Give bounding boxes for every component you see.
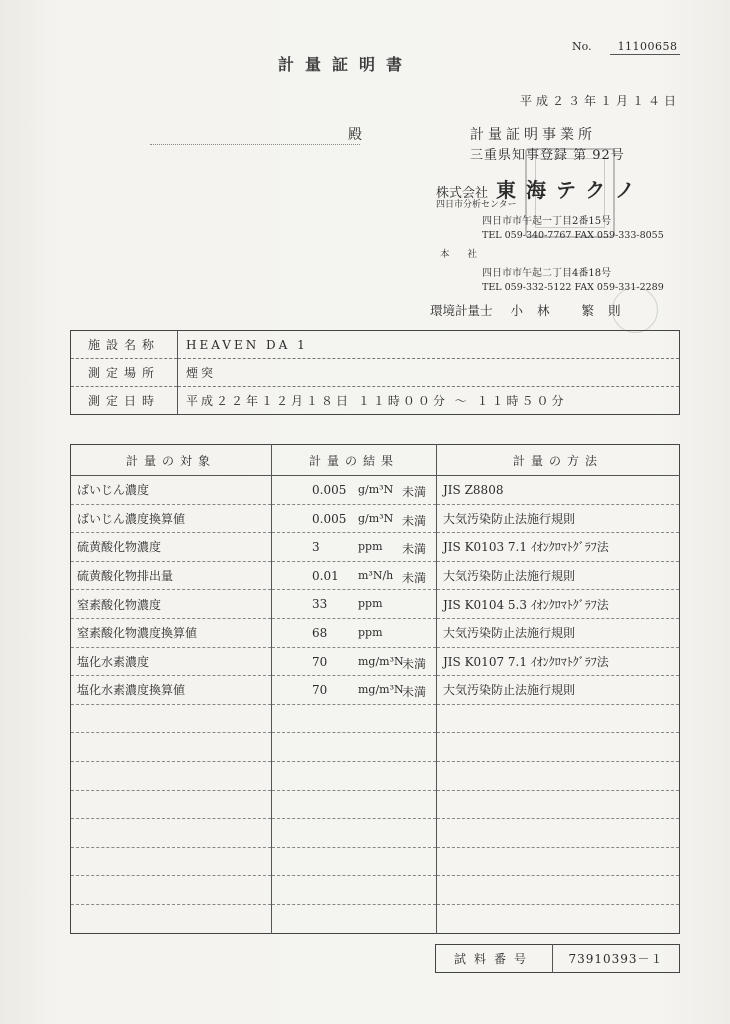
personal-seal-stamp [612, 287, 658, 333]
table-row [71, 790, 680, 819]
result-value: 70 [312, 683, 328, 698]
measurement-result [272, 618, 437, 647]
measurement-target [71, 733, 272, 762]
table-row [71, 618, 680, 647]
hq-tel: TEL 059-332-5122 FAX 059-331-2289 [482, 282, 664, 293]
table-header-row [71, 445, 680, 476]
measurement-result [272, 476, 437, 505]
branch-tel: TEL 059-340-7767 FAX 059-333-8055 [482, 230, 664, 241]
measurement-result [272, 819, 437, 848]
company-prefix: 株式会社 [436, 186, 489, 201]
document-number-value: 11100658 [610, 40, 680, 55]
result-value: 0.01 [312, 568, 339, 583]
facility-info-table [70, 330, 680, 415]
document-number [572, 40, 680, 53]
table-row [71, 476, 680, 505]
info-label: 測定場所 [71, 359, 178, 387]
table-row [71, 590, 680, 619]
certifier [430, 301, 635, 319]
hq-address: 四日市市午起二丁目4番18号 [482, 268, 612, 279]
page-title: 計量証明書 [278, 55, 414, 74]
measurement-target: ばいじん濃度 [71, 476, 272, 505]
measurement-target [71, 847, 272, 876]
measurement-result [272, 733, 437, 762]
measurement-target [71, 819, 272, 848]
certifier-name: 小林 繁則 [510, 303, 635, 318]
measurement-result [272, 761, 437, 790]
result-unit: mg/m³N [358, 683, 404, 697]
table-row [71, 733, 680, 762]
result-value: 70 [312, 654, 328, 669]
table-row [71, 876, 680, 905]
measurement-method [437, 847, 680, 876]
measurement-target: ばいじん濃度換算値 [71, 504, 272, 533]
result-limit: 未満 [402, 570, 427, 585]
measurement-method [437, 733, 680, 762]
result-unit: g/m³N [358, 511, 394, 525]
result-unit: ppm [358, 597, 383, 611]
measurement-result [272, 847, 437, 876]
branch-address: 四日市市午起一丁目2番15号 [482, 216, 612, 227]
measurement-method: 大気汚染防止法施行規則 [437, 618, 680, 647]
info-value: 煙突 [178, 359, 680, 387]
measurement-result [272, 504, 437, 533]
table-row [71, 359, 680, 387]
measurement-result [272, 561, 437, 590]
addressee-suffix: 殿 [348, 127, 362, 143]
sample-number-table [435, 944, 680, 973]
result-value: 33 [312, 597, 328, 612]
measurement-method: 大気汚染防止法施行規則 [437, 676, 680, 705]
measurement-method: JIS K0107 7.1 ｲｵﾝｸﾛﾏﾄｸﾞﾗﾌ法 [437, 647, 680, 676]
table-row [71, 561, 680, 590]
measurement-result [272, 590, 437, 619]
measurement-method: JIS Z8808 [437, 476, 680, 505]
measurement-result [272, 647, 437, 676]
measurement-target [71, 761, 272, 790]
info-label: 施設名称 [71, 331, 178, 359]
measurement-target [71, 704, 272, 733]
measurement-target: 窒素酸化物濃度換算値 [71, 618, 272, 647]
measurement-result [272, 790, 437, 819]
measurement-result [272, 533, 437, 562]
result-value: 0.005 [312, 511, 347, 526]
info-label: 測定日時 [71, 387, 178, 415]
result-value: 0.005 [312, 483, 347, 497]
result-value: 68 [312, 625, 328, 640]
result-value: 3 [312, 540, 320, 555]
table-row [71, 387, 680, 415]
measurement-target [71, 876, 272, 905]
result-limit: 未満 [402, 685, 427, 700]
certifier-label: 環境計量士 [430, 303, 493, 318]
result-unit: g/m³N [358, 483, 394, 496]
measurement-result [272, 704, 437, 733]
measurement-table [70, 444, 680, 934]
measurement-method: 大気汚染防止法施行規則 [437, 504, 680, 533]
sample-number-value: 73910393－１ [568, 952, 664, 966]
measurement-target: 窒素酸化物濃度 [71, 590, 272, 619]
measurement-target: 塩化水素濃度換算値 [71, 676, 272, 705]
measurement-target: 硫黄酸化物濃度 [71, 533, 272, 562]
measurement-result [272, 876, 437, 905]
table-row [71, 904, 680, 933]
result-unit: ppm [358, 625, 383, 639]
sample-number-label: 試料番号 [436, 945, 553, 973]
column-header-target: 計量の対象 [71, 445, 272, 476]
result-unit: mg/m³N [358, 654, 404, 668]
column-header-result: 計量の結果 [272, 445, 437, 476]
result-unit: m³N/h [358, 568, 394, 582]
measurement-method [437, 904, 680, 933]
measurement-target [71, 904, 272, 933]
measurement-result [272, 676, 437, 705]
table-row [71, 847, 680, 876]
table-row [71, 504, 680, 533]
hq-label: 本社 [440, 249, 496, 260]
measurement-target: 硫黄酸化物排出量 [71, 561, 272, 590]
result-limit: 未満 [402, 513, 427, 528]
measurement-method [437, 819, 680, 848]
measurement-method [437, 876, 680, 905]
measurement-method [437, 790, 680, 819]
result-limit: 未満 [402, 542, 427, 557]
result-limit: 未満 [402, 485, 427, 499]
document-number-label: No. [572, 40, 592, 53]
measurement-method [437, 761, 680, 790]
branch-name: 四日市分析センター [436, 200, 517, 210]
info-value: 平成２２年１２月１８日 １１時００分 ～ １１時５０分 [186, 394, 567, 408]
table-row [71, 647, 680, 676]
result-limit: 未満 [402, 656, 427, 671]
table-row [71, 819, 680, 848]
measurement-method: 大気汚染防止法施行規則 [437, 561, 680, 590]
measurement-method [437, 704, 680, 733]
measurement-method: JIS K0103 7.1 ｲｵﾝｸﾛﾏﾄｸﾞﾗﾌ法 [437, 533, 680, 562]
office-title: 計量証明事業所 [470, 127, 596, 143]
column-header-method: 計量の方法 [437, 445, 680, 476]
table-row [71, 676, 680, 705]
company-name-text: 東海テクノ [496, 178, 645, 202]
issue-date: 平成２３年１月１４日 [520, 94, 681, 108]
result-unit: ppm [358, 540, 383, 554]
info-value: HEAVEN DA 1 [178, 331, 680, 359]
table-row [436, 945, 680, 973]
table-row [71, 704, 680, 733]
measurement-result [272, 904, 437, 933]
measurement-target [71, 790, 272, 819]
table-row [71, 761, 680, 790]
measurement-target: 塩化水素濃度 [71, 647, 272, 676]
addressee-line [150, 124, 360, 145]
table-row [71, 331, 680, 359]
measurement-method: JIS K0104 5.3 ｲｵﾝｸﾛﾏﾄｸﾞﾗﾌ法 [437, 590, 680, 619]
table-row [71, 533, 680, 562]
registration-number: 三重県知事登録 第 92号 [470, 148, 625, 163]
